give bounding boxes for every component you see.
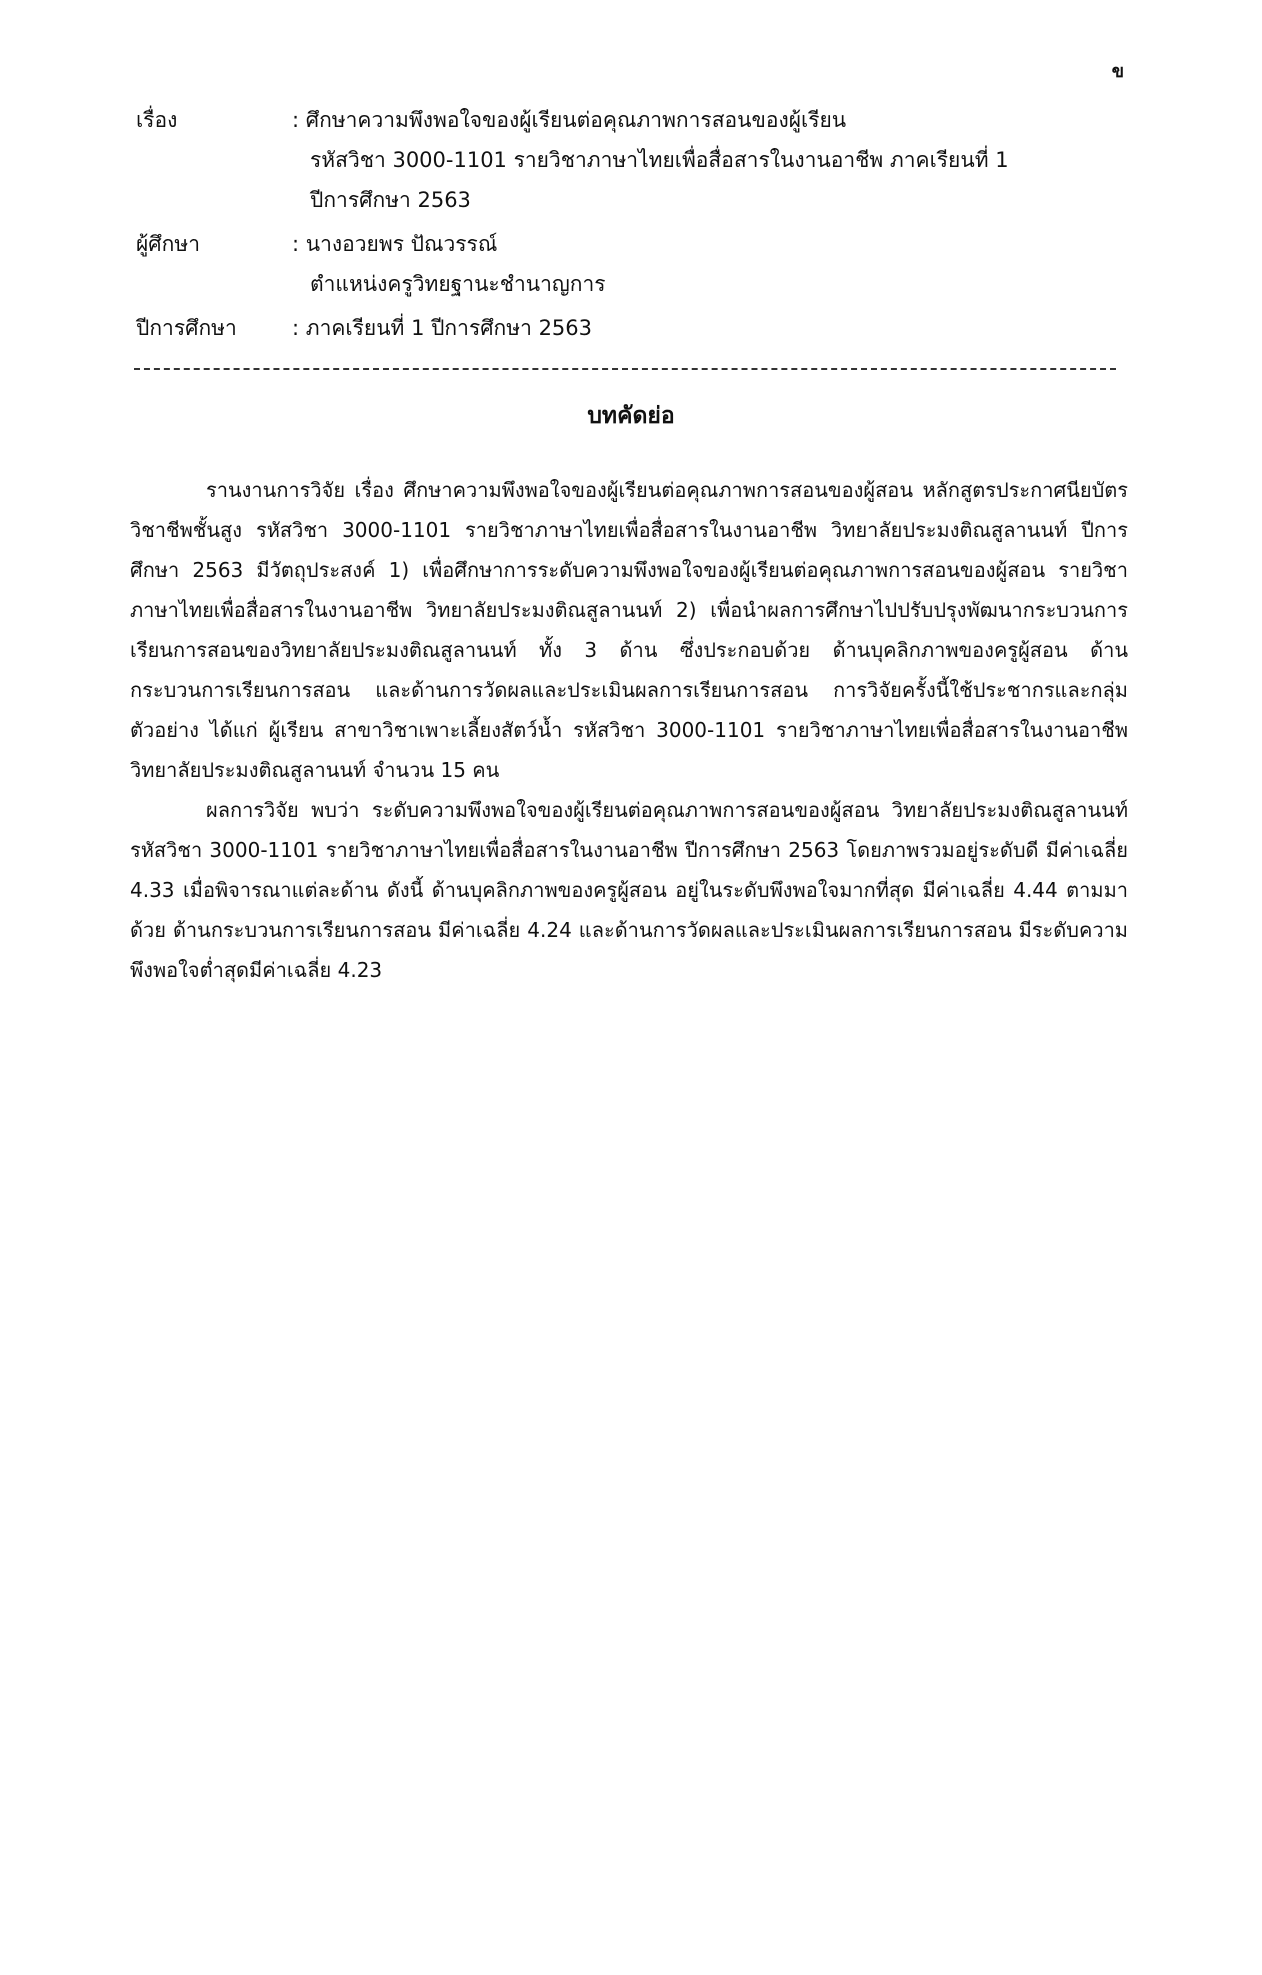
year-row bbox=[136, 308, 1136, 348]
page-number: ข bbox=[1111, 61, 1124, 82]
researcher-name: : นางอวยพร ปัณวรรณ์ bbox=[292, 232, 498, 256]
topic-row bbox=[136, 100, 1136, 220]
abstract-title: บทคัดย่อ bbox=[587, 403, 675, 429]
abstract-paragraph-1: รานงานการวิจัย เรื่อง ศึกษาความพึงพอใจของผู้เรียนต่อคุณภาพการสอนของผู้สอน หลักสูตรประกาศนียบัตรวิชาชีพชั้นสูง รหัสวิชา 3000-1101 รายวิชาภาษาไทยเพื่อสื่อสารในงานอาชีพ วิทยาลัยประมงติณสูลานนท์ ปีการศึกษา 2563 มีวัตถุประสงค์ 1) เพื่อศึกษาการระดับความพึงพอใจของผู้เรียนต่อคุณภาพการสอนของผู้สอน รายวิชาภาษาไทยเพื่อสื่อสารในงานอาชีพ วิทยาลัยประมงติณสูลานนท์ 2) เพื่อนำผลการศึกษาไปปรับปรุงพัฒนากระบวนการเรียนการสอนของวิทยาลัยประมงติณสูลานนท์ ทั้ง 3 ด้าน ซึ่งประกอบด้วย ด้านบุคลิกภาพของครูผู้สอน ด้านกระบวนการเรียนการสอน และด้านการวัดผลและประเมินผลการเรียนการสอน การวิจัยครั้งนี้ใช้ประชากรและกลุ่มตัวอย่าง ได้แก่ ผู้เรียน สาขาวิชาเพาะเลี้ยงสัตว์น้ำ รหัสวิชา 3000-1101 รายวิชาภาษาไทยเพื่อสื่อสารในงานอาชีพ วิทยาลัยประมงติณสูลานนท์ จำนวน 15 คน bbox=[130, 478, 1128, 782]
researcher-label: ผู้ศึกษา bbox=[136, 232, 200, 256]
topic-line-2: รหัสวิชา 3000-1101 รายวิชาภาษาไทยเพื่อสื่อสารในงานอาชีพ ภาคเรียนที่ 1 bbox=[310, 148, 1009, 172]
year-value bbox=[292, 308, 592, 348]
researcher-row bbox=[136, 224, 1136, 304]
year-label: ปีการศึกษา bbox=[136, 316, 237, 340]
topic-line-3: ปีการศึกษา 2563 bbox=[310, 188, 471, 212]
abstract-body bbox=[130, 470, 1128, 990]
dashed-divider bbox=[134, 368, 1116, 370]
year-value-text: : ภาคเรียนที่ 1 ปีการศึกษา 2563 bbox=[292, 316, 593, 340]
abstract-paragraph-2: ผลการวิจัย พบว่า ระดับความพึงพอใจของผู้เรียนต่อคุณภาพการสอนของผู้สอน วิทยาลัยประมงติณสูลานนท์ รหัสวิชา 3000-1101 รายวิชาภาษาไทยเพื่อสื่อสารในงานอาชีพ ปีการศึกษา 2563 โดยภาพรวมอยู่ระดับดี มีค่าเฉลี่ย 4.33 เมื่อพิจารณาแต่ละด้าน ดังนี้ ด้านบุคลิกภาพของครูผู้สอน อยู่ในระดับพึงพอใจมากที่สุด มีค่าเฉลี่ย 4.44 ตามมาด้วย ด้านกระบวนการเรียนการสอน มีค่าเฉลี่ย 4.24 และด้านการวัดผลและประเมินผลการเรียนการสอน มีระดับความพึงพอใจต่ำสุดมีค่าเฉลี่ย 4.23 bbox=[130, 798, 1128, 982]
researcher-value bbox=[292, 224, 606, 304]
topic-label: เรื่อง bbox=[136, 108, 178, 132]
topic-line-1: : ศึกษาความพึงพอใจของผู้เรียนต่อคุณภาพการสอนของผู้เรียน bbox=[292, 108, 847, 132]
researcher-position: ตำแหน่งครูวิทยฐานะชำนาญการ bbox=[310, 272, 606, 296]
topic-value bbox=[292, 100, 1009, 220]
document-header bbox=[136, 100, 1136, 352]
